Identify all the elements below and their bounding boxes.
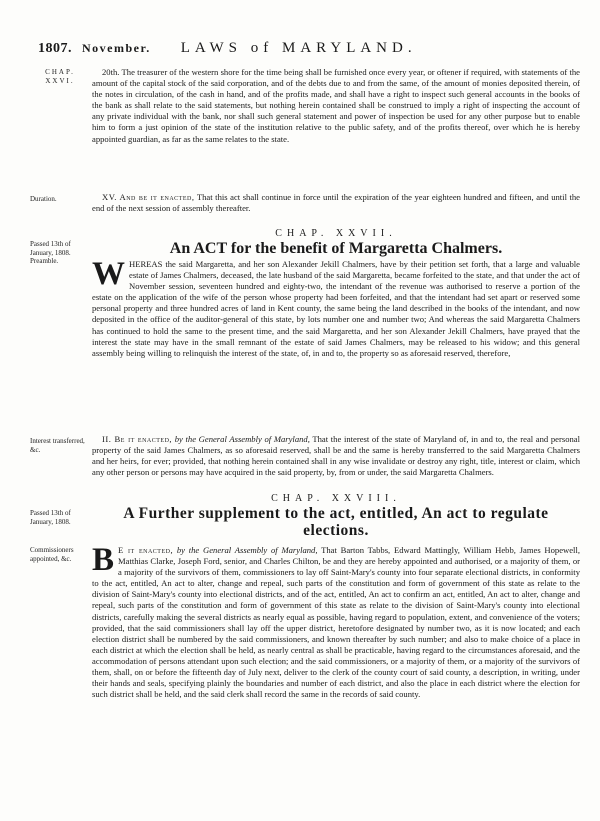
chapter-27-preamble [92, 256, 580, 359]
chapter-27-section-2 [92, 434, 580, 478]
running-title: LAWS of MARYLAND. [180, 40, 417, 56]
page-year: 1807. [38, 41, 72, 56]
page-month: November. [82, 41, 151, 55]
passed-date-1: Passed 13th of January, 1808. [30, 240, 71, 257]
dropcap-b: B [92, 542, 115, 578]
section-1-lead-italic: by the General Assembly of Maryland, [173, 545, 318, 555]
chapter-27-heading: CHAP. XXVII. [275, 228, 397, 239]
page-header [38, 40, 578, 62]
preamble-text: HEREAS the said Margaretta, and her son Alexander Jekill Chalmers, have by their petition set forth, that a large and valuable estate of James Chalmers, deceased, the late husband of the said Margaretta, became forfeited to the state, and that under the act of November session, seventeen hundred and eighty-two, the intendant of the revenue was authorised to reserve a portion of the estate on the application of the wife of the person whose property had been forfeited, and that the intendant had set apart or reserved some personal property and three hundred acres of land in Kent county, the same being the land described in the books of the intendant, and now deposited in the office of the auditor-general of this state, by lots number one and number two; And whereas the said Margaretta Chalmers has continued to hold the same to the present time, and the said Margaretta, and her son Alexander Jekill Chalmers, have prayed that the interest the state may have in the small remnant of the estate of said James Chalmers, may be released to his widow; and this general assembly being willing to relinquish the interest of the state, of, in and to, the property so as aforesaid reserved, therefore, [92, 259, 580, 358]
section-2-text: That the interest of the state of Maryland of, in and to, the real and personal property of the said James Chalmers, as so aforesaid reserved, shall be and the same is hereby transferred to the said Margaretta Chalmers and her heirs, for ever; provided, that nothing herein contained shall in any wise invalidate or destroy any right, title, interest or claim, which any other person or persons may have acquired in the said property, by, from or under, the said Margaretta Chalmers. [92, 434, 580, 478]
chapter-28-title: A Further supplement to the act, entitled, An act to regulate elections. [123, 505, 549, 539]
margin-passed-2: Passed 13th of January, 1808. [30, 509, 71, 526]
section-20: 20th. The treasurer of the western shore for the time being shall be furnished once every year, or oftener if required, with statements of the amount of the capital stock of the said corporation, and of the debts due to and from the same, of the amount of monies deposited therein, of the notes in circulation, of the cash in hand, and of the profits made, and shall have a right to inspect such general accounts in the books of the bank as shall relate to the said statements, but nothing herein contained shall be construed to imply a right of inspecting the account of any private individual with the bank, nor shall such general statement and power of inspection be used for any other purpose but to enable him to form a just opinion of the state of the institution relative to the public safety, and of the profits thereof, over which he is hereby appointed guardian, as far as the same relates to the state. [92, 67, 580, 144]
chapter-28-heading: CHAP. XXVIII. [271, 493, 401, 504]
chapter-28-section-1 [92, 542, 580, 700]
margin-passed-1 [30, 240, 90, 266]
margin-chap-label [30, 68, 90, 85]
section-1-lead: E it enacted, [118, 545, 174, 555]
margin-interest: Interest transferred, &c. [30, 437, 85, 454]
preamble-label: Preamble. [30, 257, 59, 265]
chap-number: XXVI. [45, 76, 75, 85]
margin-commissioners: Commissioners appointed, &c. [30, 546, 74, 563]
section-1-text: That Barton Tabbs, Edward Mattingly, William Hebb, James Hopewell, Matthias Clarke, Joseph Ford, senior, and Charles Chilton, be and they are hereby appointed and authorised, or a majority of them, or a majority of the survivors of them, commissioners to lay off Saint-Mary's county into four separate electional districts, in conformity to the act, entitled, An act to alter, change and repeal, such parts of the constitution and form of government of this state as relate to the division of Saint-Mary's county into electional districts, and of the act, entitled, An act to confirm an act, entitled, An act to alter, change and repeal, such parts of the constitution and form of government of this state as relate to the division of Saint-Mary's county into electional districts, carefully making the several districts as nearly equal as possible, having regard to population, extent, and convenience of the voters; provided, that the said commissioners shall lay off the upper district, heretofore designated by number two, as it is now located; and each election district shall be numbered by the said commissioners, and known thereafter by such number; and also to make choice of a place in each district at which the election shall be held, as nearly central as shall be practicable, having regard to the circumstances aforesaid, and the accommodation of persons attendant upon such election; and the said commissioners, or a majority of them, or a majority of the survivors of them, shall, on or before the fifteenth day of July next, deliver to the clerk of the county court of said county, a description, in writing, under their hands and seals, specifying plainly the boundaries and number of each district, and also the place in each district where the election for such district shall be held, and the said clerk shall record the same in the records of said county. [92, 545, 580, 700]
margin-duration: Duration. [30, 195, 57, 203]
section-15-text: That this act shall continue in force until the expiration of the year eighteen hundred and fifteen, and until the end of the next session of assembly thereafter. [92, 192, 580, 214]
dropcap-w: W [92, 256, 125, 292]
section-15-lead: XV. And be it enacted, [102, 192, 195, 202]
section-15 [92, 192, 580, 214]
section-2-lead-italic: by the General Assembly of Maryland, [172, 434, 310, 444]
chapter-27-title: An ACT for the benefit of Margaretta Chalmers. [169, 240, 503, 257]
chap-label: CHAP. [45, 68, 75, 76]
section-2-lead: II. Be it enacted, [102, 434, 173, 444]
